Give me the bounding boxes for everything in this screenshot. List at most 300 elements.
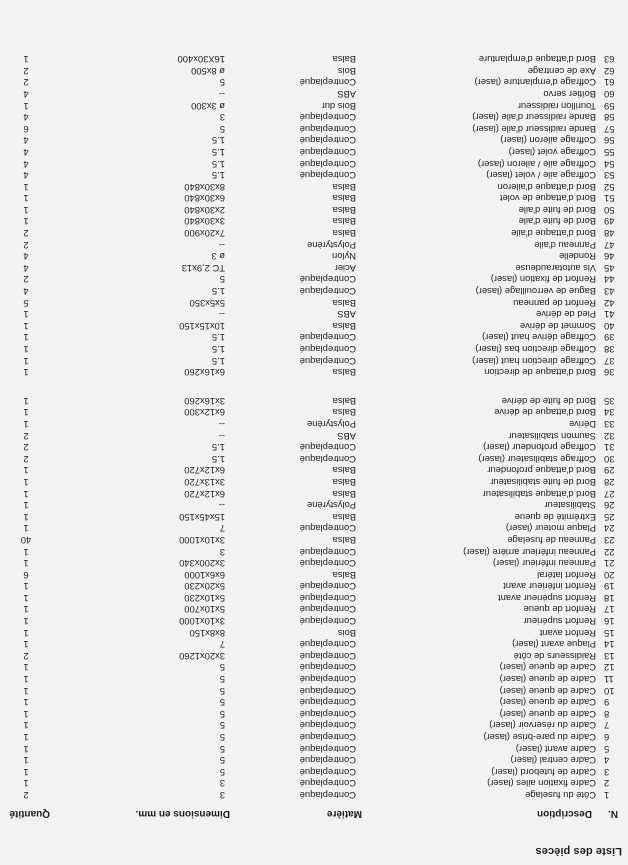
part-dimensions: 8x30x840 xyxy=(184,181,225,193)
part-quantity: 1 xyxy=(23,488,29,500)
part-description: Bord d'attaque profondeur xyxy=(487,465,596,477)
part-dimensions: 3 xyxy=(219,112,225,124)
part-material: Polystyrène xyxy=(307,419,356,430)
part-material: Contreplaqué xyxy=(299,344,356,356)
part-quantity: 4 xyxy=(23,146,29,158)
part-material: Contreplaqué xyxy=(299,135,356,147)
table-row xyxy=(0,488,628,500)
part-description: Renfort de fixation (laser) xyxy=(490,274,596,286)
part-description: Panneau de fuselage xyxy=(507,534,596,546)
part-description: Bord d'attaque d'emplanture xyxy=(478,54,596,66)
table-row xyxy=(0,731,628,743)
part-quantity: 1 xyxy=(23,309,29,321)
part-dimensions: 7 xyxy=(219,639,225,651)
part-description: Dérive xyxy=(568,419,596,430)
part-dimensions: 3x200x340 xyxy=(179,558,225,570)
part-material: Contreplaqué xyxy=(299,639,356,651)
header-description: Description xyxy=(536,808,592,819)
part-material: Balsa xyxy=(332,54,356,66)
part-material: Contreplaqué xyxy=(299,112,356,124)
part-dimensions: 5x5x350 xyxy=(189,297,225,309)
part-material: Contreplaqué xyxy=(299,755,356,767)
table-row xyxy=(0,789,628,801)
part-number: 62 xyxy=(604,65,615,77)
part-quantity: 1 xyxy=(23,708,29,720)
part-description: Bande raidisseur d'aile (laser) xyxy=(472,123,596,135)
table-row xyxy=(0,685,628,697)
part-number: 40 xyxy=(604,320,615,332)
part-quantity: 2 xyxy=(23,228,29,240)
part-dimensions: 8x8x150 xyxy=(189,627,225,639)
part-dimensions: -- xyxy=(218,430,225,442)
part-dimensions: 3x10x1000 xyxy=(179,616,225,628)
part-number: 26 xyxy=(604,500,615,512)
part-dimensions: 1.5 xyxy=(211,158,225,170)
table-row xyxy=(0,274,628,286)
part-number: 14 xyxy=(604,639,615,651)
part-description: Panneau inférieur (laser) xyxy=(492,558,596,570)
part-dimensions: 5 xyxy=(219,732,225,744)
part-number: 7 xyxy=(604,720,610,732)
part-dimensions: 5 xyxy=(219,755,225,767)
part-number: 27 xyxy=(604,488,615,500)
table-row xyxy=(0,627,628,639)
part-dimensions: 7 xyxy=(219,523,225,535)
table-row xyxy=(0,228,628,240)
part-quantity: 1 xyxy=(23,332,29,344)
header-material: Matière xyxy=(326,808,362,819)
table-row xyxy=(0,285,628,297)
part-dimensions: -- xyxy=(218,500,225,512)
part-dimensions: ø 3x300 xyxy=(191,100,225,112)
part-material: Contreplaqué xyxy=(299,685,356,697)
part-dimensions: 5 xyxy=(219,720,225,732)
table-row xyxy=(0,511,628,523)
part-number: 11 xyxy=(604,674,614,686)
part-description: Panneau inférieur arrière (laser) xyxy=(463,546,596,558)
part-quantity: 1 xyxy=(23,395,29,407)
header-quantity: Quantité xyxy=(9,808,50,819)
part-material: Contreplaqué xyxy=(299,778,356,790)
part-number: 16 xyxy=(604,616,615,628)
part-number: 32 xyxy=(604,430,615,442)
part-quantity: 1 xyxy=(23,216,29,228)
part-number: 57 xyxy=(604,123,615,135)
part-description: Coffrage direction bas (laser) xyxy=(475,344,596,356)
table-row xyxy=(0,158,628,170)
part-dimensions: 1.5 xyxy=(211,332,225,344)
part-material: Bois xyxy=(337,65,356,77)
part-quantity: 1 xyxy=(23,732,29,744)
table-row xyxy=(0,146,628,158)
part-number: 23 xyxy=(604,534,615,546)
table-row xyxy=(0,77,628,89)
table-row xyxy=(0,297,628,309)
part-description: Coffrage profondeur (laser) xyxy=(483,442,596,454)
part-number: 22 xyxy=(604,546,615,558)
part-description: Bord d'attaque d'aileron xyxy=(497,181,596,193)
part-number: 53 xyxy=(604,170,615,182)
part-quantity: 1 xyxy=(23,355,29,367)
header-dimensions: Dimensions en mm. xyxy=(135,808,230,819)
part-material: Contreplaqué xyxy=(299,146,356,158)
table-row xyxy=(0,123,628,135)
part-quantity: 2 xyxy=(23,790,29,801)
part-number: 2 xyxy=(604,778,610,790)
table-row xyxy=(0,778,628,790)
part-number: 51 xyxy=(604,193,615,205)
part-quantity: 1 xyxy=(23,419,29,430)
table-row xyxy=(0,112,628,124)
part-description: Cadre du réservoir (laser) xyxy=(489,720,596,732)
part-dimensions: 3x10x1000 xyxy=(179,534,225,546)
part-material: Contreplaqué xyxy=(299,616,356,628)
table-row xyxy=(0,65,628,77)
table-row xyxy=(0,720,628,732)
part-material: Contreplaqué xyxy=(299,743,356,755)
part-material: Balsa xyxy=(332,488,356,500)
table-row xyxy=(0,697,628,709)
part-number: 3 xyxy=(604,766,610,778)
part-number: 12 xyxy=(604,662,615,674)
part-quantity: 2 xyxy=(23,453,29,465)
part-description: Coffrage stabilisateur (laser) xyxy=(478,453,596,465)
part-quantity: 1 xyxy=(23,320,29,332)
part-material: Contreplaqué xyxy=(299,697,356,709)
part-description: Bague de verrouillage (laser) xyxy=(475,286,596,298)
table-header xyxy=(0,805,628,819)
part-number: 38 xyxy=(604,344,615,356)
part-quantity: 1 xyxy=(23,511,29,523)
part-quantity: 1 xyxy=(23,604,29,616)
part-quantity: 1 xyxy=(23,697,29,709)
part-quantity: 1 xyxy=(23,743,29,755)
part-number: 59 xyxy=(604,100,615,112)
part-description: Renfort avant xyxy=(539,627,596,639)
table-row xyxy=(0,558,628,570)
part-quantity: 1 xyxy=(23,778,29,790)
part-description: Bande raidisseur d'aile (laser) xyxy=(472,112,596,124)
part-material: Balsa xyxy=(332,193,356,205)
part-dimensions: 5 xyxy=(219,685,225,697)
table-row xyxy=(0,100,628,112)
part-description: Bord d'attaque de volet xyxy=(499,193,596,205)
part-quantity: 1 xyxy=(23,662,29,674)
part-quantity: 1 xyxy=(23,193,29,205)
part-material: Balsa xyxy=(332,204,356,216)
part-quantity: 1 xyxy=(23,558,29,570)
part-description: Bord de fuite stabilisateur xyxy=(490,476,596,488)
part-material: Bois dur xyxy=(321,100,356,112)
part-quantity: 4 xyxy=(23,170,29,182)
table-row xyxy=(0,673,628,685)
part-material: Balsa xyxy=(332,320,356,332)
part-description: Bord d'attaque de dérive xyxy=(494,407,596,419)
part-material: Balsa xyxy=(332,534,356,546)
part-material: Balsa xyxy=(332,228,356,240)
part-dimensions: 5x10x700 xyxy=(184,604,225,616)
part-number: 10 xyxy=(604,685,615,697)
part-dimensions: 5 xyxy=(219,123,225,135)
part-material: Contreplaqué xyxy=(299,77,356,89)
part-description: Rondelle xyxy=(558,251,596,263)
part-number: 1 xyxy=(604,790,610,801)
part-material: Contreplaqué xyxy=(299,286,356,298)
part-material: Contreplaqué xyxy=(299,558,356,570)
part-number: 39 xyxy=(604,332,615,344)
part-number: 18 xyxy=(604,592,615,604)
part-description: Coffrage aile / volet (laser) xyxy=(486,170,596,182)
part-description: Cadre de queue (laser) xyxy=(499,662,596,674)
part-quantity: 2 xyxy=(23,274,29,286)
part-material: Contreplaqué xyxy=(299,546,356,558)
part-quantity: 2 xyxy=(23,77,29,89)
table-row xyxy=(0,476,628,488)
part-number: 9 xyxy=(604,697,610,709)
part-description: Plaque avant (laser) xyxy=(512,639,596,651)
table-row xyxy=(0,88,628,100)
part-quantity: 1 xyxy=(23,755,29,767)
part-description: Raidisseurs de côté xyxy=(513,650,596,662)
part-dimensions: 5 xyxy=(219,274,225,286)
part-quantity: 1 xyxy=(23,523,29,535)
part-quantity: 1 xyxy=(23,674,29,686)
part-material: Balsa xyxy=(332,395,356,407)
part-quantity: 1 xyxy=(23,181,29,193)
part-dimensions: 1.5 xyxy=(211,170,225,182)
part-description: Renfort supérieur xyxy=(523,616,596,628)
part-number: 4 xyxy=(604,755,610,767)
part-number: 58 xyxy=(604,112,615,124)
part-description: Cadre de futebord (laser) xyxy=(491,766,596,778)
part-dimensions: 3x30x840 xyxy=(184,216,225,228)
part-dimensions: 3 xyxy=(219,790,225,801)
part-description: Sommet de dérive xyxy=(519,320,596,332)
part-material: Contreplaqué xyxy=(299,732,356,744)
part-dimensions: 5 xyxy=(219,674,225,686)
part-dimensions: 6x6x1000 xyxy=(184,569,225,581)
part-quantity: 6 xyxy=(23,569,29,581)
part-number: 47 xyxy=(604,239,615,251)
part-dimensions: 15x45x150 xyxy=(179,511,225,523)
table-row xyxy=(0,320,628,332)
part-number: 31 xyxy=(604,442,615,454)
part-quantity: 40 xyxy=(20,534,32,546)
part-number: 8 xyxy=(604,708,610,720)
part-number: 29 xyxy=(604,465,615,477)
table-row xyxy=(0,239,628,251)
part-dimensions: 3x16x260 xyxy=(184,395,225,407)
part-dimensions: 1.5 xyxy=(211,135,225,147)
part-dimensions: ø 3 xyxy=(211,251,225,263)
part-material: Contreplaqué xyxy=(299,170,356,182)
part-quantity: 1 xyxy=(23,639,29,651)
part-description: Coffrage aile / aileron (laser) xyxy=(477,158,596,170)
table-row xyxy=(0,569,628,581)
part-description: Bord d'attaque d'aile xyxy=(511,228,596,240)
table-row xyxy=(0,170,628,182)
part-description: Cadre de queue (laser) xyxy=(499,697,596,709)
table-row xyxy=(0,523,628,535)
part-description: Bord d'attaque stabilisateur xyxy=(482,488,596,500)
part-description: Tourillon raidisseur xyxy=(517,100,596,112)
part-number: 20 xyxy=(604,569,615,581)
part-dimensions: 5 xyxy=(219,743,225,755)
part-description: Renfort de queue xyxy=(523,604,596,616)
table-row xyxy=(0,534,628,546)
part-number: 56 xyxy=(604,135,615,147)
part-dimensions: 10x15x150 xyxy=(179,320,225,332)
part-dimensions: 1.5 xyxy=(211,344,225,356)
part-quantity: 1 xyxy=(23,592,29,604)
part-description: Coffrage volet (laser) xyxy=(508,146,596,158)
part-material: Acier xyxy=(334,262,356,274)
part-quantity: 1 xyxy=(23,204,29,216)
part-number: 19 xyxy=(604,581,615,593)
part-dimensions: ø 8x500 xyxy=(191,65,225,77)
part-description: Coffrage aileron (laser) xyxy=(500,135,596,147)
part-description: Renfort inférieur avant xyxy=(503,581,596,593)
part-quantity: 1 xyxy=(23,100,29,112)
part-quantity: 4 xyxy=(23,251,29,263)
part-dimensions: 3 xyxy=(219,778,225,790)
table-row xyxy=(0,54,628,66)
part-number: 15 xyxy=(604,627,615,639)
part-dimensions: 3x20x1260 xyxy=(179,650,225,662)
part-description: Stabilisateur xyxy=(544,500,596,512)
table-row xyxy=(0,407,628,419)
part-quantity: 1 xyxy=(23,685,29,697)
part-number: 6 xyxy=(604,732,610,744)
table-row xyxy=(0,332,628,344)
part-description: Coffrage direction haut (laser) xyxy=(472,355,596,367)
table-row xyxy=(0,418,628,430)
table-row xyxy=(0,453,628,465)
table-row xyxy=(0,430,628,442)
part-number: 30 xyxy=(604,453,615,465)
part-dimensions: -- xyxy=(218,419,225,430)
part-description: Boîtier servo xyxy=(543,88,596,100)
part-material: Polystyrène xyxy=(307,239,356,251)
part-description: Extrémité de queue xyxy=(514,511,596,523)
part-dimensions: 16X30x400 xyxy=(177,54,225,66)
part-description: Bord de fuite d'aile xyxy=(518,216,596,228)
part-dimensions: 1.5 xyxy=(211,286,225,298)
part-number: 44 xyxy=(604,274,615,286)
part-number: 5 xyxy=(604,743,610,755)
part-description: Coffrage d'emplanture (laser) xyxy=(474,77,596,89)
part-number: 63 xyxy=(604,54,615,66)
part-description: Renfort latéral xyxy=(537,569,596,581)
table-row xyxy=(0,604,628,616)
part-quantity: 4 xyxy=(23,286,29,298)
part-number: 24 xyxy=(604,523,615,535)
part-number: 34 xyxy=(604,407,615,419)
table-row xyxy=(0,216,628,228)
part-material: Contreplaqué xyxy=(299,650,356,662)
part-dimensions: 6x30x840 xyxy=(184,193,225,205)
part-number: 36 xyxy=(604,367,615,379)
part-description: Coffrage dérive haut (laser) xyxy=(482,332,596,344)
part-material: Contreplaqué xyxy=(299,355,356,367)
part-quantity: 1 xyxy=(23,344,29,356)
part-number: 46 xyxy=(604,251,615,263)
part-material: Balsa xyxy=(332,367,356,379)
table-row xyxy=(0,262,628,274)
part-quantity: 1 xyxy=(23,616,29,628)
part-material: Contreplaqué xyxy=(299,453,356,465)
part-quantity: 1 xyxy=(23,465,29,477)
part-dimensions: 6x12x720 xyxy=(184,488,225,500)
part-dimensions: 1.5 xyxy=(211,442,225,454)
part-quantity: 1 xyxy=(23,720,29,732)
part-number: 49 xyxy=(604,216,615,228)
part-number: 25 xyxy=(604,511,615,523)
part-description: Cadre central (laser) xyxy=(510,755,596,767)
part-material: Contreplaqué xyxy=(299,604,356,616)
parts-table xyxy=(0,54,628,801)
table-row xyxy=(0,135,628,147)
part-quantity: 2 xyxy=(23,65,29,77)
part-material: Balsa xyxy=(332,216,356,228)
part-description: Renfort de panneau xyxy=(513,297,596,309)
part-number: 52 xyxy=(604,181,615,193)
part-quantity: 4 xyxy=(23,262,29,274)
part-dimensions: 5 xyxy=(219,77,225,89)
part-material: Contreplaqué xyxy=(299,123,356,135)
part-material: ABS xyxy=(337,88,356,100)
part-number: 33 xyxy=(604,419,615,430)
table-row xyxy=(0,465,628,477)
part-number: 42 xyxy=(604,297,615,309)
part-material: Balsa xyxy=(332,297,356,309)
part-quantity: 4 xyxy=(23,88,29,100)
part-dimensions: 5x20x230 xyxy=(184,581,225,593)
part-material: Balsa xyxy=(332,569,356,581)
table-row xyxy=(0,708,628,720)
part-number: 48 xyxy=(604,228,615,240)
part-number: 45 xyxy=(604,262,615,274)
part-number: 21 xyxy=(604,558,615,570)
table-row xyxy=(0,309,628,321)
part-quantity: 2 xyxy=(23,239,29,251)
part-description: Saumon stabilisateur xyxy=(508,430,596,442)
part-material: Balsa xyxy=(332,511,356,523)
table-row xyxy=(0,743,628,755)
table-row xyxy=(0,616,628,628)
part-quantity: 2 xyxy=(23,430,29,442)
part-material: ABS xyxy=(337,309,356,321)
part-material: Balsa xyxy=(332,465,356,477)
part-number: 28 xyxy=(604,476,615,488)
part-description: Renfort supérieur avant xyxy=(498,592,596,604)
part-number: 60 xyxy=(604,88,615,100)
part-material: Balsa xyxy=(332,181,356,193)
part-quantity: 1 xyxy=(23,54,29,66)
part-material: Contreplaqué xyxy=(299,790,356,801)
part-quantity: 1 xyxy=(23,476,29,488)
part-dimensions: 5 xyxy=(219,662,225,674)
part-dimensions: 5x10x230 xyxy=(184,592,225,604)
table-row xyxy=(0,581,628,593)
part-dimensions: 5 xyxy=(219,708,225,720)
part-material: Contreplaqué xyxy=(299,708,356,720)
part-description: Plaque moteur (laser) xyxy=(505,523,596,535)
part-material: Contreplaqué xyxy=(299,442,356,454)
part-dimensions: 6x12x720 xyxy=(184,465,225,477)
part-quantity: 2 xyxy=(23,650,29,662)
part-material: Contreplaqué xyxy=(299,523,356,535)
